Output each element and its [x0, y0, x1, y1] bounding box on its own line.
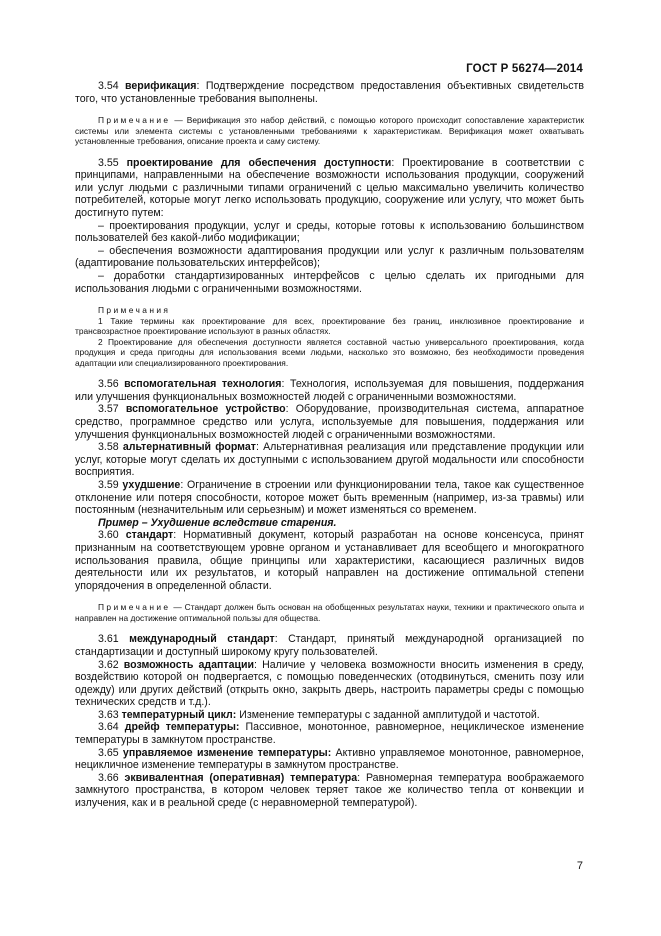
term-name: международный стандарт	[129, 633, 275, 646]
term-definition: Активно управляемое монотонное, равномерное, нецикличное изменение температуры в замкнутом пространстве.	[75, 746, 584, 772]
term-name: вспомогательное устройство	[125, 403, 286, 416]
dash-item: – доработки стандартизированных интерфейсов с целью сделать их пригодными для использования людьми с ограниченными возможностями.	[75, 270, 584, 295]
note-3-54	[75, 115, 584, 147]
term-number: 3.66	[98, 771, 119, 784]
document-code: ГОСТ Р 56274—2014	[466, 63, 583, 75]
notes-label: Примечания	[98, 305, 171, 316]
page-content	[75, 80, 584, 810]
term-definition: : Проектирование в соответствии с принципами, направленными на обеспечение возможности использования продукции, сооружений или услуг людьми с различными типами ограничений с целью максимально увеличить количество потребителей, которые могут легко использовать продукцию, сооружение или услугу, что может быть достигнуто путем:	[75, 156, 585, 220]
note-3-60	[75, 602, 584, 623]
term-number: 3.63	[98, 708, 119, 721]
term-number: 3.54	[98, 80, 119, 92]
term-3-64	[75, 721, 584, 746]
page-number: 7	[576, 860, 583, 872]
term-definition: : Оборудование, производительная система, аппаратное средство, программное средство или услуга, используемые для повышения, поддержания или улучшения функциональных возможностей людей с ограниченными возможностями.	[75, 403, 584, 441]
term-3-66	[75, 772, 584, 810]
term-name: эквивалентная (оперативная) температура	[124, 771, 358, 784]
term-definition: Изменение температуры с заданной амплитудой и частотой.	[236, 708, 540, 721]
term-name: проектирование для обеспечения доступности	[126, 156, 392, 169]
term-definition: : Равномерная температура воображаемого замкнутого пространства, в котором человек теряет такое же количество тепла от конвекции и излучения, как и в реальной среде (с неравномерной температурой).	[75, 771, 584, 810]
note-label: Примечание	[98, 602, 171, 613]
dash-item: – проектирования продукции, услуг и среды, которые готовы к использованию большинством пользователей без какой-либо модификации;	[75, 219, 584, 245]
term-3-60	[75, 529, 584, 592]
term-number: 3.62	[98, 658, 119, 671]
term-name: управляемое изменение температуры:	[122, 746, 332, 759]
term-number: 3.59	[98, 478, 119, 491]
term-number: 3.56	[98, 378, 119, 391]
note-item: 1 Такие термины как проектирование для всех, проектирование без границ, инклюзивное проектирование и трансвозрастное проектирование используют в разных областях.	[75, 315, 584, 337]
term-3-55	[75, 157, 584, 220]
term-3-61	[75, 633, 584, 658]
example-3-59: Пример – Ухудшение вследствие старения.	[98, 516, 337, 529]
term-name: ухудшение	[122, 478, 181, 491]
term-name: дрейф температуры:	[124, 721, 240, 734]
note-text: — Стандарт должен быть основан на обобщенных результатах науки, техники и практического опыта и направлен на достижение оптимальной пользы для общества.	[75, 602, 584, 623]
term-name: вспомогательная технология	[124, 378, 282, 391]
term-definition: : Технология, используемая для повышения, поддержания или улучшения функциональных возможностей людей с ограниченными возможностями.	[75, 378, 584, 403]
term-number: 3.65	[98, 746, 119, 759]
term-3-58	[75, 441, 584, 479]
term-name: стандарт	[125, 529, 174, 542]
note-label: Примечание	[98, 115, 171, 126]
term-3-63	[75, 709, 584, 722]
term-name: возможность адаптации	[123, 658, 255, 671]
dash-item: – обеспечения возможности адаптирования продукции или услуг к различным пользователям (адаптирование пользовательских интерфейсов);	[75, 244, 584, 270]
term-definition: Пассивное, монотонное, равномерное, нециклическое изменение температуры в замкнутом пространстве.	[75, 721, 584, 747]
note-item: 2 Проектирование для обеспечения доступности является составной частью универсального проектирования, когда продукция и среда пригодны для использования всеми людьми, насколько это возможно, без необходимости проведения адаптации или специализированного проектирования.	[75, 336, 584, 368]
term-number: 3.64	[98, 721, 119, 734]
term-definition: : Нормативный документ, который разработан на основе консенсуса, принят признанным на соответствующем уровне органом и устанавливает для всеобщего и многократного использования правила, общие принципы или характеристики, касающиеся различных видов деятельности или их результатов, и который направлен на достижение оптимальной степени упорядочения в определенной области.	[75, 529, 584, 592]
term-definition: : Ограничение в строении или функционировании тела, такое как существенное отклонение или потеря способности, которое может быть временным (например, из-за травмы) или постоянным (незначительным или серьезным) и может изменяться со временем.	[75, 478, 584, 517]
term-3-57	[75, 403, 584, 441]
note-text: — Верификация это набор действий, с помощью которого происходит сопоставление характеристик системы или элемента системы с установленными требованиями к характеристикам. Верификация может охватывать установленные требования, описание проекта и саму систему.	[75, 115, 584, 147]
term-3-59	[75, 479, 584, 517]
term-number: 3.60	[98, 529, 119, 542]
term-3-62	[75, 659, 584, 709]
term-name: верификация	[125, 80, 197, 92]
term-3-54	[75, 80, 584, 105]
term-number: 3.61	[98, 633, 119, 646]
term-name: альтернативный формат	[122, 441, 256, 454]
term-3-56	[75, 378, 584, 403]
term-definition: : Наличие у человека возможности вносить изменения в среду, воздействию которой он подвергается, с помощью поведенческих (отодвинуться, сменить позу или одежду) или других действий (открыть окно, закрыть дверь, настроить параметры среды с помощью технических средств и т.д.).	[75, 658, 584, 709]
term-number: 3.55	[98, 156, 119, 169]
term-name: температурный цикл:	[121, 708, 237, 721]
term-definition: : Подтверждение посредством предоставления объективных свидетельств того, что установленные требования выполнены.	[75, 80, 584, 105]
term-3-65	[75, 747, 584, 772]
term-number: 3.57	[98, 403, 119, 416]
term-definition: : Стандарт, принятый международной организацией по стандартизации и доступный широкому кругу пользователей.	[75, 633, 585, 658]
term-number: 3.58	[98, 441, 119, 454]
term-definition: : Альтернативная реализация или представление продукции или услуг, которые могут сделать их доступными с использованием другой модальности или способности восприятия.	[75, 441, 584, 479]
